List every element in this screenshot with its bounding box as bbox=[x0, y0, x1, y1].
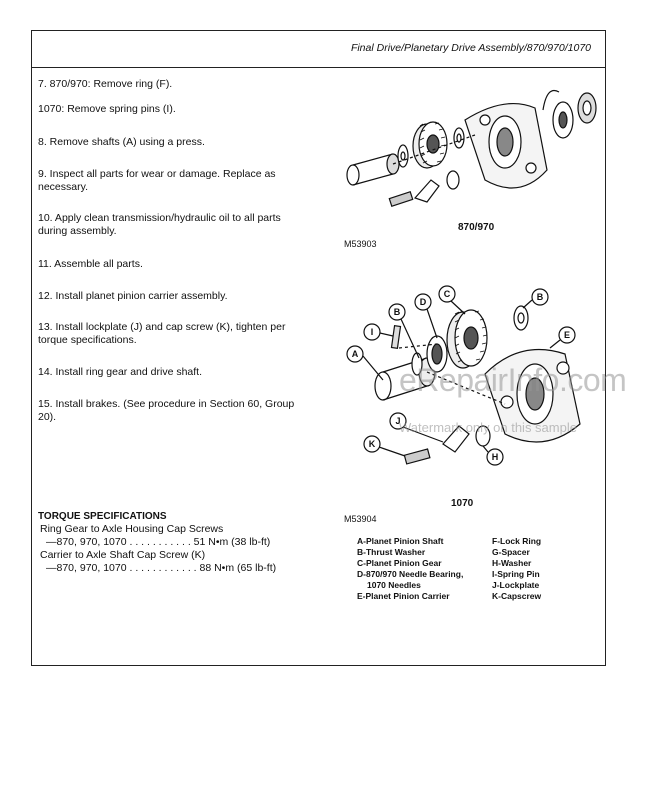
legend-item: 1070 Needles bbox=[367, 580, 421, 590]
torque-specifications bbox=[38, 510, 308, 575]
watermark-subtitle: Watermark only on this sample bbox=[399, 420, 577, 435]
torque-title: TORQUE SPECIFICATIONS bbox=[38, 511, 167, 522]
torque-item-1-value: —870, 970, 1070 . . . . . . . . . . . 51 N•m (38 lb-ft) bbox=[46, 536, 271, 548]
step-9: 9. Inspect all parts for wear or damage. Replace as necessary. bbox=[38, 168, 276, 193]
legend-item: K-Capscrew bbox=[492, 591, 542, 601]
step-12: 12. Install planet pinion carrier assembly. bbox=[38, 290, 228, 302]
torque-item-2-value: —870, 970, 1070 . . . . . . . . . . . . 88 N•m (65 lb-ft) bbox=[46, 562, 277, 574]
legend-item: F-Lock Ring bbox=[492, 536, 542, 546]
figure-top-label: 870/970 bbox=[458, 222, 495, 233]
callout-b-right: B bbox=[536, 292, 544, 302]
legend-right bbox=[492, 536, 541, 602]
torque-item-1-name: Ring Gear to Axle Housing Cap Screws bbox=[40, 523, 224, 535]
legend-item: H-Washer bbox=[492, 558, 532, 568]
legend-item: G-Spacer bbox=[492, 547, 530, 557]
callout-i: I bbox=[370, 327, 374, 337]
legend-item: J-Lockplate bbox=[492, 580, 540, 590]
callout-h: H bbox=[491, 452, 499, 462]
callout-a: A bbox=[351, 349, 359, 359]
step-15: 15. Install brakes. (See procedure in Section 60, Group 20). bbox=[38, 398, 295, 423]
exploded-view-870-970 bbox=[335, 80, 605, 240]
legend-item: B-Thrust Washer bbox=[357, 547, 426, 557]
watermark: eRepairInfo.com bbox=[399, 362, 627, 398]
callout-e: E bbox=[563, 330, 571, 340]
legend-left bbox=[357, 536, 463, 602]
step-14: 14. Install ring gear and drive shaft. bbox=[38, 366, 203, 378]
step-8: 8. Remove shafts (A) using a press. bbox=[38, 136, 205, 148]
legend-item: D-870/970 Needle Bearing, bbox=[357, 569, 464, 579]
legend-item: A-Planet Pinion Shaft bbox=[357, 536, 444, 546]
callout-j: J bbox=[395, 416, 401, 426]
callout-d: D bbox=[419, 297, 427, 307]
legend-item: C-Planet Pinion Gear bbox=[357, 558, 442, 568]
callout-c: C bbox=[443, 289, 451, 299]
step-13: 13. Install lockplate (J) and cap screw (K), tighten per torque specifications. bbox=[38, 321, 286, 346]
page-title: Final Drive/Planetary Drive Assembly/870/970/1070 bbox=[350, 42, 591, 54]
title-rule bbox=[31, 67, 606, 68]
callout-k: K bbox=[368, 439, 376, 449]
legend-item: E-Planet Pinion Carrier bbox=[357, 591, 450, 601]
step-7: 7. 870/970: Remove ring (F). bbox=[38, 78, 173, 90]
figure-top-id: M53903 bbox=[344, 239, 377, 249]
step-7-1070: 1070: Remove spring pins (I). bbox=[38, 103, 176, 115]
step-10: 10. Apply clean transmission/hydraulic oil to all parts during assembly. bbox=[38, 212, 281, 237]
legend-item: I-Spring Pin bbox=[492, 569, 540, 579]
figure-bottom-label: 1070 bbox=[451, 498, 474, 509]
callout-b-left: B bbox=[393, 307, 401, 317]
figure-bottom-id: M53904 bbox=[344, 514, 377, 524]
step-11: 11. Assemble all parts. bbox=[38, 258, 143, 270]
torque-item-2-name: Carrier to Axle Shaft Cap Screw (K) bbox=[40, 549, 206, 561]
